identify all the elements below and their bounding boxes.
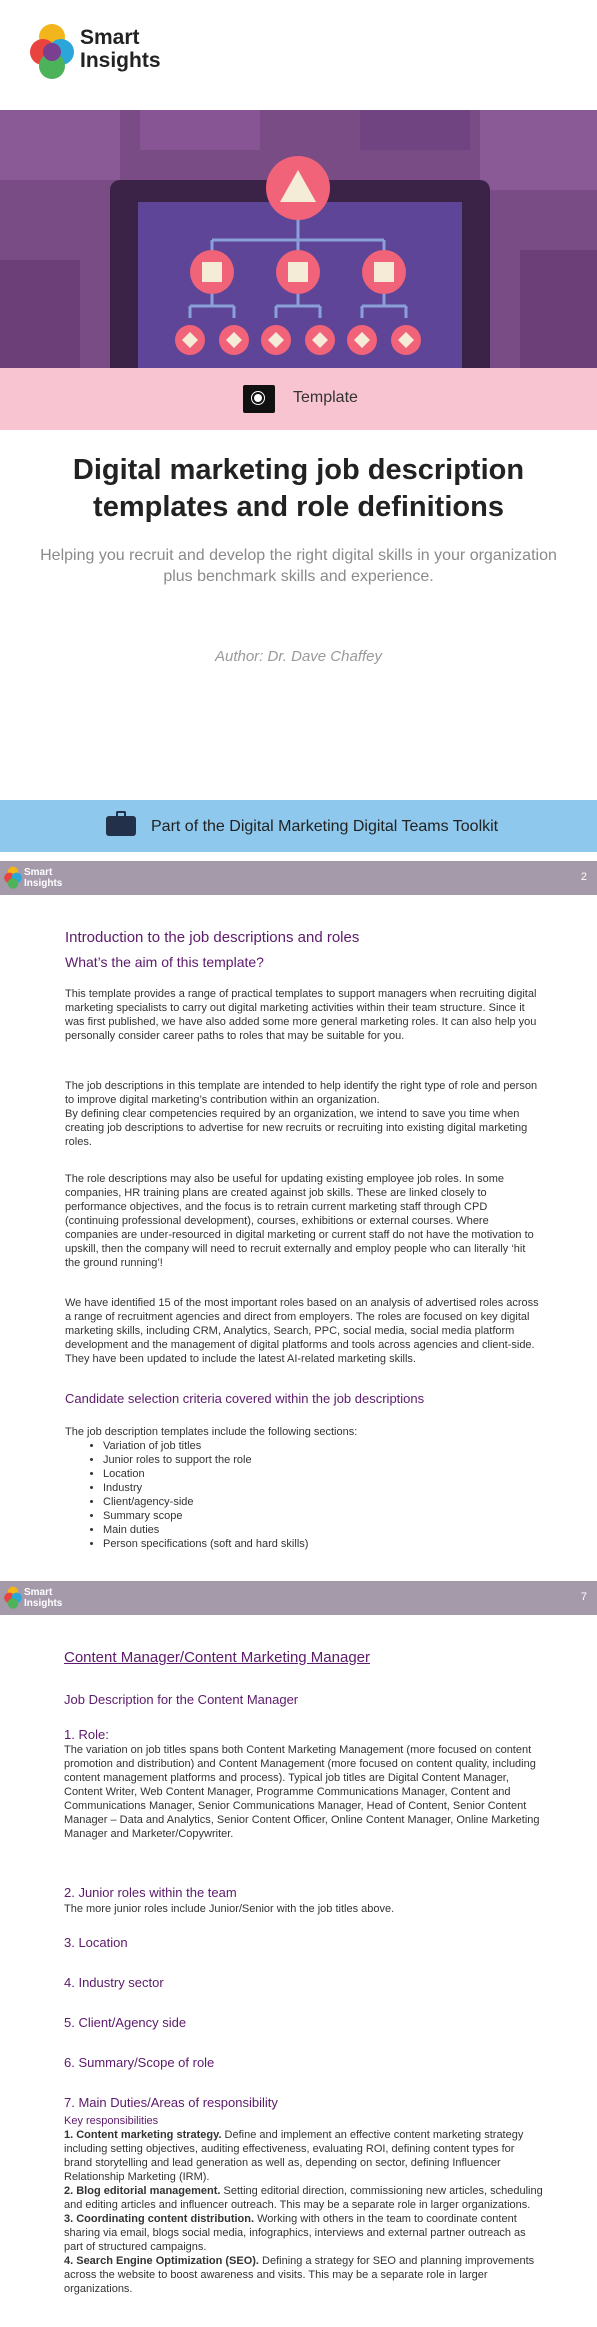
list-item: • Variation of job titles: [103, 1439, 540, 1453]
location-heading: 3. Location: [64, 1935, 128, 1950]
intro-para-1: [65, 987, 540, 1043]
list-item: [64, 2128, 544, 2184]
hero-illustration: [0, 110, 597, 368]
intro-para-3-text: The role descriptions may also be useful for updating existing employee job roles. In some companies, HR training plans are created against job skills. These are linked closely to performance objectives, and the focus is to retrain current marketing staff through CPD (continuing professional development), courses, exhibitions or external courses. Where companies are under-resourced in digital marketing or current staff do not have the motivation to upskill, then the company will need to recruit externally and employ people who can literally ‘hit the ground running’!: [65, 1173, 534, 1269]
list-item: [64, 2254, 544, 2296]
logo-mark-icon: [30, 20, 74, 80]
document-title: Digital marketing job description templates and role definitions: [72, 454, 525, 523]
duty-text: Defining a strategy for SEO and planning improvements across the website to boost awareness and visits. This may be a separate role in larger organizations.: [64, 2255, 535, 2295]
logo-text-line2: Insights: [80, 49, 161, 72]
list-item: [64, 2212, 544, 2254]
industry-heading: 4. Industry sector: [64, 1975, 164, 1990]
header-logo: [4, 1585, 68, 1611]
list-item: • Location: [103, 1467, 540, 1481]
header-logo-icon: [4, 865, 22, 889]
logo-text: [80, 26, 161, 72]
junior-heading: 2. Junior roles within the team: [64, 1885, 237, 1900]
page-number: 7: [580, 1591, 587, 1603]
toolkit-briefcase-icon: [106, 816, 136, 836]
duty-text: Define and implement an effective content marketing strategy including setting objectives, auditing effectiveness, evaluating ROI, defining content types for brand storytelling and lead generation as well as, depending on sector, defining Influencer Relationship Marketing (IRM).: [64, 2129, 524, 2183]
criteria-block: [65, 1425, 540, 1551]
junior-text-body: The more junior roles include Junior/Senior with the job titles above.: [64, 1903, 395, 1915]
page-number: 2: [580, 871, 587, 883]
main-duties-heading: 7. Main Duties/Areas of responsibility: [64, 2095, 278, 2110]
intro-para-4: [65, 1296, 540, 1366]
page-header-2: [0, 861, 597, 895]
list-item: • Main duties: [103, 1523, 540, 1537]
list-item: • Industry: [103, 1481, 540, 1495]
content-manager-subheading: Job Description for the Content Manager: [64, 1692, 299, 1707]
smart-insights-logo[interactable]: [30, 20, 190, 90]
header-logo-line2: Insights: [24, 1598, 63, 1609]
header-logo-text: [24, 867, 62, 889]
role-text-body: The variation on job titles spans both Content Marketing Management (more focused on content promotion and distribution) and Content Management (more focused on content quality, including content management platforms and process). Typical job titles are Digital Content Manager, Content Writer, Web Content Manager, Programme Communications Manager, Content and Communications Manager, Senior Communications Manager, Head of Content, Senior Content Manager – Data and Analytics, Senior Content Officer, Online Content Manager, Online Marketing Manager and Marketer/Copywriter.: [64, 1744, 540, 1840]
list-item: • Summary scope: [103, 1509, 540, 1523]
list-item: • Person specifications (soft and hard skills): [103, 1537, 540, 1551]
duty-title: 1. Content marketing strategy.: [64, 2129, 222, 2141]
intro-para-4-text: We have identified 15 of the most important roles based on an analysis of advertised roles across a range of recruitment agencies and direct from employers. The roles are focused on key digital marketing skills, including CRM, Analytics, Search, PPC, social media, social media platform development and the management of digital platforms and tools across agencies and client-side. They have been updated to include the latest AI-related marketing skills.: [65, 1297, 539, 1365]
duty-title: 4. Search Engine Optimization (SEO).: [64, 2255, 259, 2267]
header-logo-text: [24, 1587, 62, 1609]
role-heading: 1. Role:: [64, 1727, 109, 1742]
criteria-heading: Candidate selection criteria covered within the job descriptions: [65, 1391, 425, 1406]
header-logo: [4, 865, 68, 891]
header-logo-icon: [4, 1585, 22, 1609]
intro-para-2a-text: The job descriptions in this template are intended to help identify the right type of role and person to improve digital marketing’s contribution within an organization.: [65, 1080, 538, 1106]
duty-title: 3. Coordinating content distribution.: [64, 2213, 255, 2225]
junior-text: [64, 1902, 539, 1916]
criteria-intro: The job description templates include the following sections:: [65, 1426, 358, 1438]
header-logo-line1: Smart: [24, 867, 53, 878]
duty-title: 2. Blog editorial management.: [64, 2185, 221, 2197]
content-manager-heading[interactable]: Content Manager/Content Marketing Manager: [64, 1649, 371, 1666]
list-item: • Junior roles to support the role: [103, 1453, 540, 1467]
intro-subheading: What’s the aim of this template?: [65, 954, 264, 970]
criteria-list: [65, 1439, 540, 1551]
intro-para-3: [65, 1172, 540, 1270]
intro-para-2b-text: By defining clear competencies required by an organization, we intend to save you time when creating job descriptions to advertise for new recruits or recruiting into existing digital marketing roles.: [65, 1108, 528, 1148]
list-item: • Client/agency-side: [103, 1495, 540, 1509]
template-label: Template: [293, 389, 358, 406]
intro-heading: Introduction to the job descriptions and roles: [65, 929, 360, 946]
logo-text-line1: Smart: [80, 26, 140, 49]
author-line: Author: Dr. Dave Chaffey: [214, 648, 382, 665]
client-agency-heading: 5. Client/Agency side: [64, 2015, 187, 2030]
header-logo-line2: Insights: [24, 878, 63, 889]
header-logo-line1: Smart: [24, 1587, 53, 1598]
toolkit-link[interactable]: Part of the Digital Marketing Digital Teams Toolkit: [151, 818, 499, 835]
key-responsibilities-label: Key responsibilities: [64, 2115, 159, 2127]
summary-heading: 6. Summary/Scope of role: [64, 2055, 215, 2070]
intro-para-2: [65, 1079, 540, 1149]
list-item: [64, 2184, 544, 2212]
duty-text: Working with others in the team to coordinate content sharing via email, blogs social media, infographics, interviews and external partner outreach as part of structured campaigns.: [64, 2213, 526, 2253]
role-text: [64, 1743, 544, 1841]
template-icon: [243, 385, 275, 413]
page-header-7: [0, 1581, 597, 1615]
duties-block: [64, 2114, 544, 2296]
hierarchy-illustration: [0, 110, 597, 368]
intro-para-1-text: This template provides a range of practical templates to support managers when recruiting digital marketing specialists to carry out digital marketing activities within their team structure. Since it was first published, we have also added some more general marketing roles. It can also help you personally consider career paths to roles that may be suitable for you.: [65, 988, 537, 1042]
duty-text: Setting editorial direction, commissioning new articles, scheduling and editing articles and influencer outreach. This may be a separate role in larger organizations.: [64, 2185, 543, 2211]
document-subtitle: Helping you recruit and develop the right digital skills in your organization plus benchmark skills and experience.: [40, 547, 557, 585]
